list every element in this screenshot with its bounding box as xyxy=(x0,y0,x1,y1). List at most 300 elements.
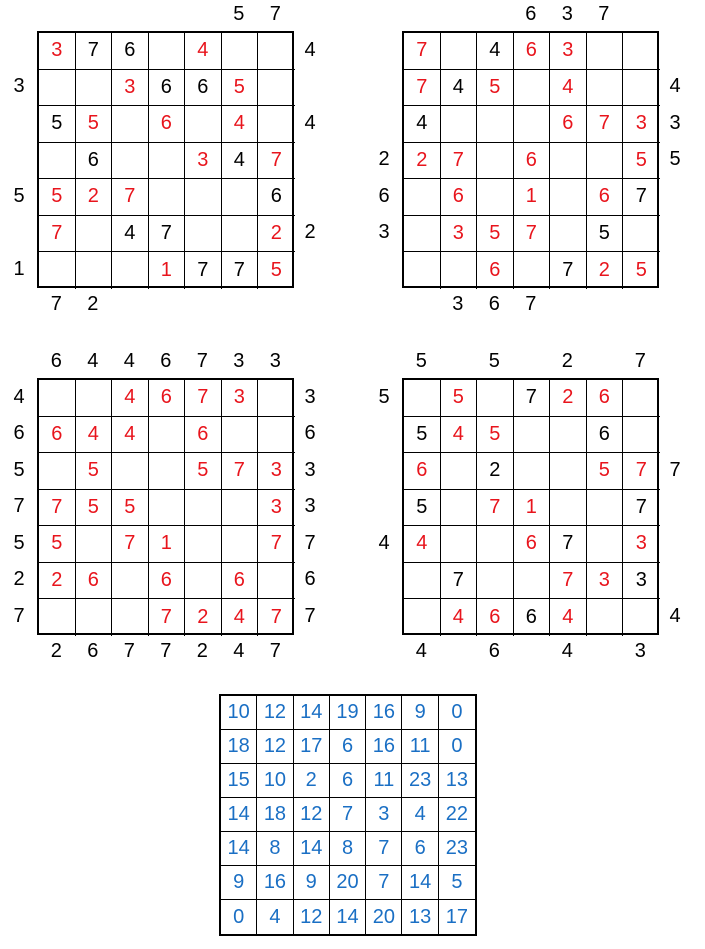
grid-cell[interactable]: 7 xyxy=(39,490,76,527)
grid-cell[interactable] xyxy=(222,417,259,454)
grid-cell[interactable]: 3 xyxy=(185,143,222,180)
grid-cell[interactable] xyxy=(587,143,624,180)
bottom-clue: 4 xyxy=(415,639,427,662)
grid-cell[interactable] xyxy=(76,216,113,253)
grid-cell[interactable] xyxy=(587,599,624,636)
right-clue: 3 xyxy=(669,111,681,134)
grid-cell[interactable] xyxy=(258,70,295,107)
grid-cell[interactable] xyxy=(441,33,478,70)
grid-cell[interactable] xyxy=(404,599,441,636)
puzzle-grid xyxy=(402,378,659,635)
grid-cell[interactable]: 4 xyxy=(550,599,587,636)
grid-cell[interactable] xyxy=(39,599,76,636)
grid-cell[interactable]: 5 xyxy=(39,526,76,563)
answer-cell: 14 xyxy=(221,832,257,866)
grid-cell[interactable] xyxy=(441,106,478,143)
grid-cell[interactable] xyxy=(258,106,295,143)
grid-cell[interactable]: 4 xyxy=(76,417,113,454)
bottom-clue xyxy=(403,292,440,316)
answer-cell: 0 xyxy=(439,730,475,764)
grid-cell[interactable]: 3 xyxy=(222,380,259,417)
top-clue: 2 xyxy=(561,349,573,372)
answer-cell: 6 xyxy=(402,832,438,866)
grid-cell[interactable]: 4 xyxy=(112,216,149,253)
grid-cell[interactable]: 2 xyxy=(76,179,113,216)
grid-cell[interactable]: 4 xyxy=(185,33,222,70)
grid-cell[interactable] xyxy=(404,216,441,253)
answer-cell: 16 xyxy=(366,730,402,764)
grid-cell[interactable]: 6 xyxy=(39,417,76,454)
grid-cell[interactable]: 6 xyxy=(587,179,624,216)
grid-cell[interactable] xyxy=(587,70,624,107)
top-clue xyxy=(476,2,513,26)
grid-cell[interactable] xyxy=(76,380,113,417)
bottom-clue: 3 xyxy=(634,639,646,662)
grid-cell[interactable]: 4 xyxy=(477,33,514,70)
left-clue: 4 xyxy=(13,385,25,408)
answer-cell: 6 xyxy=(330,764,366,798)
grid-cell[interactable]: 7 xyxy=(112,179,149,216)
answer-cell: 12 xyxy=(257,730,293,764)
grid-cell[interactable] xyxy=(623,216,660,253)
grid-cell[interactable]: 1 xyxy=(514,179,551,216)
grid-cell[interactable]: 7 xyxy=(149,599,186,636)
grid-cell[interactable] xyxy=(550,179,587,216)
grid-cell[interactable] xyxy=(39,453,76,490)
grid-cell[interactable] xyxy=(441,252,478,289)
grid-cell[interactable]: 7 xyxy=(550,252,587,289)
grid-cell[interactable] xyxy=(514,563,551,600)
grid-cell[interactable]: 6 xyxy=(112,33,149,70)
top-clue: 3 xyxy=(269,349,281,372)
grid-cell[interactable]: 5 xyxy=(477,70,514,107)
grid-cell[interactable] xyxy=(587,490,624,527)
grid-cell[interactable] xyxy=(477,563,514,600)
grid-cell[interactable]: 2 xyxy=(39,563,76,600)
grid-cell[interactable]: 6 xyxy=(185,417,222,454)
grid-cell[interactable]: 5 xyxy=(404,490,441,527)
answer-cell: 17 xyxy=(445,905,469,928)
grid-cell[interactable]: 3 xyxy=(550,33,587,70)
grid-cell[interactable] xyxy=(623,70,660,107)
grid-cell[interactable] xyxy=(185,526,222,563)
grid-cell[interactable]: 6 xyxy=(514,143,551,180)
top-clue: 5 xyxy=(488,349,500,372)
answer-cell: 18 xyxy=(257,798,293,832)
answer-cell: 14 xyxy=(330,900,366,934)
grid-cell[interactable]: 2 xyxy=(587,252,624,289)
grid-cell[interactable] xyxy=(112,252,149,289)
top-clue xyxy=(184,2,221,26)
grid-cell[interactable] xyxy=(112,599,149,636)
grid-cell[interactable] xyxy=(112,143,149,180)
right-clue: 4 xyxy=(304,38,316,61)
grid-cell[interactable]: 6 xyxy=(149,106,186,143)
left-clue xyxy=(7,105,31,142)
right-clue: 7 xyxy=(669,458,681,481)
grid-cell[interactable] xyxy=(477,106,514,143)
grid-cell[interactable] xyxy=(477,526,514,563)
grid-cell[interactable]: 5 xyxy=(76,490,113,527)
grid-cell[interactable] xyxy=(39,143,76,180)
bottom-clue xyxy=(111,292,148,316)
grid-cell[interactable]: 7 xyxy=(587,106,624,143)
grid-cell[interactable]: 7 xyxy=(149,216,186,253)
grid-cell[interactable] xyxy=(258,417,295,454)
grid-cell[interactable]: 7 xyxy=(623,490,660,527)
grid-cell[interactable] xyxy=(258,33,295,70)
grid-cell[interactable] xyxy=(514,70,551,107)
grid-cell[interactable]: 5 xyxy=(441,380,478,417)
grid-cell[interactable]: 7 xyxy=(623,179,660,216)
answer-cell: 9 xyxy=(402,696,438,730)
answer-cell: 0 xyxy=(439,696,475,730)
grid-cell[interactable] xyxy=(550,417,587,454)
grid-cell[interactable]: 6 xyxy=(514,526,551,563)
grid-cell[interactable] xyxy=(587,33,624,70)
top-clue: 4 xyxy=(87,349,99,372)
grid-cell[interactable] xyxy=(112,106,149,143)
grid-cell[interactable] xyxy=(39,380,76,417)
grid-cell[interactable] xyxy=(149,453,186,490)
grid-cell[interactable] xyxy=(222,179,259,216)
grid-cell[interactable]: 5 xyxy=(76,106,113,143)
grid-cell[interactable] xyxy=(404,252,441,289)
grid-cell[interactable]: 4 xyxy=(222,106,259,143)
top-clue: 7 xyxy=(196,349,208,372)
top-clue xyxy=(586,349,623,373)
right-clue xyxy=(663,215,687,252)
right-clue xyxy=(663,379,687,416)
left-clue: 2 xyxy=(378,148,390,171)
top-clue: 3 xyxy=(233,349,245,372)
grid-cell[interactable] xyxy=(441,453,478,490)
top-clue xyxy=(75,2,112,26)
grid-cell[interactable]: 7 xyxy=(258,143,295,180)
grid-cell[interactable] xyxy=(149,143,186,180)
grid-cell[interactable] xyxy=(185,179,222,216)
left-clue xyxy=(372,416,396,453)
grid-cell[interactable] xyxy=(514,417,551,454)
grid-cell[interactable]: 6 xyxy=(149,563,186,600)
right-clue: 4 xyxy=(669,75,681,98)
right-clue: 2 xyxy=(304,221,316,244)
grid-cell[interactable]: 5 xyxy=(222,70,259,107)
grid-cell[interactable]: 6 xyxy=(76,563,113,600)
grid-cell[interactable] xyxy=(149,33,186,70)
grid-cell[interactable]: 3 xyxy=(39,33,76,70)
grid-cell[interactable]: 1 xyxy=(149,252,186,289)
grid-cell[interactable]: 6 xyxy=(587,380,624,417)
left-clue: 3 xyxy=(378,221,390,244)
bottom-clue: 7 xyxy=(160,639,172,662)
grid-cell[interactable]: 5 xyxy=(587,453,624,490)
answer-cell: 7 xyxy=(366,866,402,900)
grid-cell[interactable] xyxy=(39,70,76,107)
answer-cell: 5 xyxy=(439,866,475,900)
answer-cell: 13 xyxy=(402,900,438,934)
right-clue: 7 xyxy=(304,531,316,554)
bottom-clue: 6 xyxy=(488,292,500,315)
grid-cell[interactable]: 7 xyxy=(185,252,222,289)
top-clue: 7 xyxy=(598,2,610,25)
grid-cell[interactable]: 6 xyxy=(550,106,587,143)
grid-cell[interactable] xyxy=(185,563,222,600)
grid-cell[interactable]: 5 xyxy=(76,453,113,490)
bottom-clue xyxy=(257,292,294,316)
grid-cell[interactable]: 7 xyxy=(185,380,222,417)
right-clue xyxy=(663,178,687,215)
grid-cell[interactable]: 5 xyxy=(39,179,76,216)
grid-cell[interactable]: 7 xyxy=(258,526,295,563)
answer-cell: 6 xyxy=(330,730,366,764)
top-clue xyxy=(440,2,477,26)
answer-cell: 12 xyxy=(257,696,293,730)
grid-cell[interactable] xyxy=(550,453,587,490)
grid-cell[interactable] xyxy=(76,252,113,289)
right-clue xyxy=(298,251,322,288)
answer-cell: 20 xyxy=(330,866,366,900)
grid-cell[interactable]: 7 xyxy=(39,216,76,253)
answer-cell: 16 xyxy=(257,866,293,900)
right-clue xyxy=(663,525,687,562)
grid-cell[interactable]: 7 xyxy=(514,216,551,253)
answer-cell: 4 xyxy=(402,798,438,832)
answer-cell: 11 xyxy=(402,730,438,764)
grid-cell[interactable]: 5 xyxy=(477,216,514,253)
left-clue xyxy=(372,452,396,489)
grid-cell[interactable] xyxy=(623,380,660,417)
bottom-clue xyxy=(440,639,477,663)
bottom-clue xyxy=(148,292,185,316)
grid-cell[interactable]: 6 xyxy=(477,599,514,636)
grid-cell[interactable]: 5 xyxy=(112,490,149,527)
grid-cell[interactable]: 7 xyxy=(76,33,113,70)
grid-cell[interactable]: 7 xyxy=(441,143,478,180)
grid-cell[interactable]: 6 xyxy=(185,70,222,107)
grid-cell[interactable]: 6 xyxy=(404,453,441,490)
grid-cell[interactable]: 5 xyxy=(635,258,647,281)
answer-cell: 2 xyxy=(294,764,330,798)
grid-cell[interactable]: 6 xyxy=(258,179,295,216)
grid-cell[interactable]: 3 xyxy=(441,216,478,253)
grid-cell[interactable]: 5 xyxy=(623,143,660,180)
top-clue xyxy=(622,2,659,26)
left-clue: 5 xyxy=(378,385,390,408)
grid-cell[interactable]: 4 xyxy=(441,70,478,107)
answer-cell: 15 xyxy=(221,764,257,798)
grid-cell[interactable] xyxy=(550,216,587,253)
right-clue: 4 xyxy=(304,111,316,134)
right-clue: 3 xyxy=(304,495,316,518)
grid-cell[interactable]: 6 xyxy=(76,143,113,180)
grid-cell[interactable]: 7 xyxy=(550,563,587,600)
bottom-clue: 4 xyxy=(561,639,573,662)
grid-cell[interactable] xyxy=(404,563,441,600)
grid-cell[interactable] xyxy=(514,453,551,490)
grid-cell[interactable] xyxy=(623,599,660,636)
left-clue xyxy=(372,32,396,69)
grid-cell[interactable]: 2 xyxy=(258,216,295,253)
answer-cell: 3 xyxy=(366,798,402,832)
grid-cell[interactable] xyxy=(222,526,259,563)
grid-cell[interactable]: 4 xyxy=(441,599,478,636)
grid-cell[interactable]: 7 xyxy=(270,605,282,628)
grid-cell[interactable]: 4 xyxy=(441,417,478,454)
grid-cell[interactable] xyxy=(222,490,259,527)
bottom-clue: 6 xyxy=(488,639,500,662)
grid-cell[interactable] xyxy=(222,33,259,70)
right-clue xyxy=(298,178,322,215)
right-clue xyxy=(663,416,687,453)
grid-cell[interactable]: 5 xyxy=(39,106,76,143)
grid-cell[interactable] xyxy=(550,143,587,180)
grid-cell[interactable]: 3 xyxy=(112,70,149,107)
grid-cell[interactable]: 1 xyxy=(149,526,186,563)
grid-cell[interactable]: 5 xyxy=(477,417,514,454)
grid-cell[interactable]: 2 xyxy=(477,453,514,490)
left-clue: 6 xyxy=(13,422,25,445)
grid-cell[interactable]: 6 xyxy=(149,380,186,417)
grid-cell[interactable] xyxy=(76,526,113,563)
grid-cell[interactable] xyxy=(404,380,441,417)
grid-cell[interactable]: 6 xyxy=(441,179,478,216)
grid-cell[interactable] xyxy=(258,380,295,417)
grid-cell[interactable] xyxy=(39,252,76,289)
top-clue: 6 xyxy=(525,2,537,25)
grid-cell[interactable] xyxy=(587,526,624,563)
grid-cell[interactable] xyxy=(514,252,551,289)
grid-cell[interactable] xyxy=(185,490,222,527)
bottom-clue: 7 xyxy=(269,639,281,662)
grid-cell[interactable] xyxy=(112,453,149,490)
grid-cell[interactable]: 4 xyxy=(112,417,149,454)
grid-cell[interactable]: 7 xyxy=(477,490,514,527)
bottom-clue xyxy=(622,292,659,316)
grid-cell[interactable] xyxy=(514,106,551,143)
answer-cell: 12 xyxy=(294,900,330,934)
left-clue xyxy=(372,69,396,106)
grid-cell[interactable] xyxy=(477,179,514,216)
grid-cell[interactable]: 4 xyxy=(222,143,259,180)
grid-cell[interactable]: 7 xyxy=(404,33,441,70)
grid-cell[interactable]: 5 xyxy=(185,453,222,490)
grid-cell[interactable] xyxy=(149,417,186,454)
grid-cell[interactable] xyxy=(441,490,478,527)
bottom-clue: 6 xyxy=(87,639,99,662)
grid-cell[interactable]: 7 xyxy=(112,526,149,563)
top-clue: 7 xyxy=(634,349,646,372)
right-clue: 7 xyxy=(304,604,316,627)
grid-cell[interactable] xyxy=(477,143,514,180)
answer-cell: 23 xyxy=(402,764,438,798)
left-clue xyxy=(372,562,396,599)
grid-cell[interactable]: 3 xyxy=(623,526,660,563)
grid-cell[interactable]: 5 xyxy=(404,417,441,454)
left-clue: 5 xyxy=(13,458,25,481)
grid-cell[interactable]: 2 xyxy=(404,143,441,180)
grid-cell[interactable]: 5 xyxy=(587,216,624,253)
grid-cell[interactable] xyxy=(550,490,587,527)
grid-cell[interactable]: 7 xyxy=(222,252,259,289)
bottom-clue xyxy=(513,639,550,663)
right-clue: 6 xyxy=(304,422,316,445)
grid-cell[interactable] xyxy=(404,179,441,216)
grid-cell[interactable]: 3 xyxy=(623,106,660,143)
answer-cell: 23 xyxy=(439,832,475,866)
grid-cell[interactable]: 6 xyxy=(477,252,514,289)
grid-cell[interactable]: 6 xyxy=(222,563,259,600)
grid-cell[interactable] xyxy=(76,70,113,107)
left-clue: 4 xyxy=(378,531,390,554)
top-clue xyxy=(38,2,75,26)
grid-cell[interactable] xyxy=(222,216,259,253)
grid-cell[interactable]: 4 xyxy=(404,526,441,563)
grid-cell[interactable] xyxy=(623,417,660,454)
grid-cell[interactable]: 7 xyxy=(222,453,259,490)
grid-cell[interactable]: 2 xyxy=(550,380,587,417)
grid-cell[interactable]: 3 xyxy=(258,490,295,527)
grid-cell[interactable] xyxy=(441,526,478,563)
grid-cell[interactable]: 7 xyxy=(441,563,478,600)
grid-cell[interactable]: 7 xyxy=(514,380,551,417)
grid-cell[interactable] xyxy=(76,599,113,636)
grid-cell[interactable]: 7 xyxy=(623,453,660,490)
grid-cell[interactable]: 1 xyxy=(514,490,551,527)
grid-cell[interactable]: 4 xyxy=(222,599,259,636)
left-clue: 5 xyxy=(13,184,25,207)
grid-cell[interactable] xyxy=(149,179,186,216)
left-clue xyxy=(7,215,31,252)
grid-cell[interactable]: 6 xyxy=(514,33,551,70)
puzzle-grid xyxy=(37,31,294,288)
grid-cell[interactable]: 3 xyxy=(258,453,295,490)
grid-cell[interactable] xyxy=(477,380,514,417)
left-clue: 7 xyxy=(13,604,25,627)
right-clue: 3 xyxy=(304,458,316,481)
grid-cell[interactable]: 2 xyxy=(185,599,222,636)
bottom-clue xyxy=(586,292,623,316)
grid-cell[interactable] xyxy=(258,563,295,600)
left-clue xyxy=(372,251,396,288)
grid-cell[interactable]: 3 xyxy=(623,563,660,600)
right-clue xyxy=(298,142,322,179)
bottom-clue: 2 xyxy=(87,292,99,315)
left-clue xyxy=(7,142,31,179)
answer-cell: 10 xyxy=(221,696,257,730)
grid-cell[interactable]: 6 xyxy=(587,417,624,454)
answer-cell: 20 xyxy=(366,900,402,934)
grid-cell[interactable] xyxy=(185,216,222,253)
answer-cell: 19 xyxy=(330,696,366,730)
grid-cell[interactable]: 7 xyxy=(404,70,441,107)
grid-cell[interactable]: 7 xyxy=(550,526,587,563)
grid-cell[interactable]: 4 xyxy=(112,380,149,417)
grid-cell[interactable]: 6 xyxy=(514,599,551,636)
grid-cell[interactable] xyxy=(623,33,660,70)
grid-cell[interactable] xyxy=(185,106,222,143)
grid-cell[interactable]: 5 xyxy=(270,258,282,281)
grid-cell[interactable]: 6 xyxy=(149,70,186,107)
bottom-clue: 7 xyxy=(50,292,62,315)
grid-cell[interactable] xyxy=(149,490,186,527)
bottom-clue xyxy=(549,292,586,316)
grid-cell[interactable] xyxy=(112,563,149,600)
left-clue xyxy=(372,105,396,142)
grid-cell[interactable]: 4 xyxy=(550,70,587,107)
grid-cell[interactable]: 4 xyxy=(404,106,441,143)
grid-cell[interactable]: 3 xyxy=(587,563,624,600)
